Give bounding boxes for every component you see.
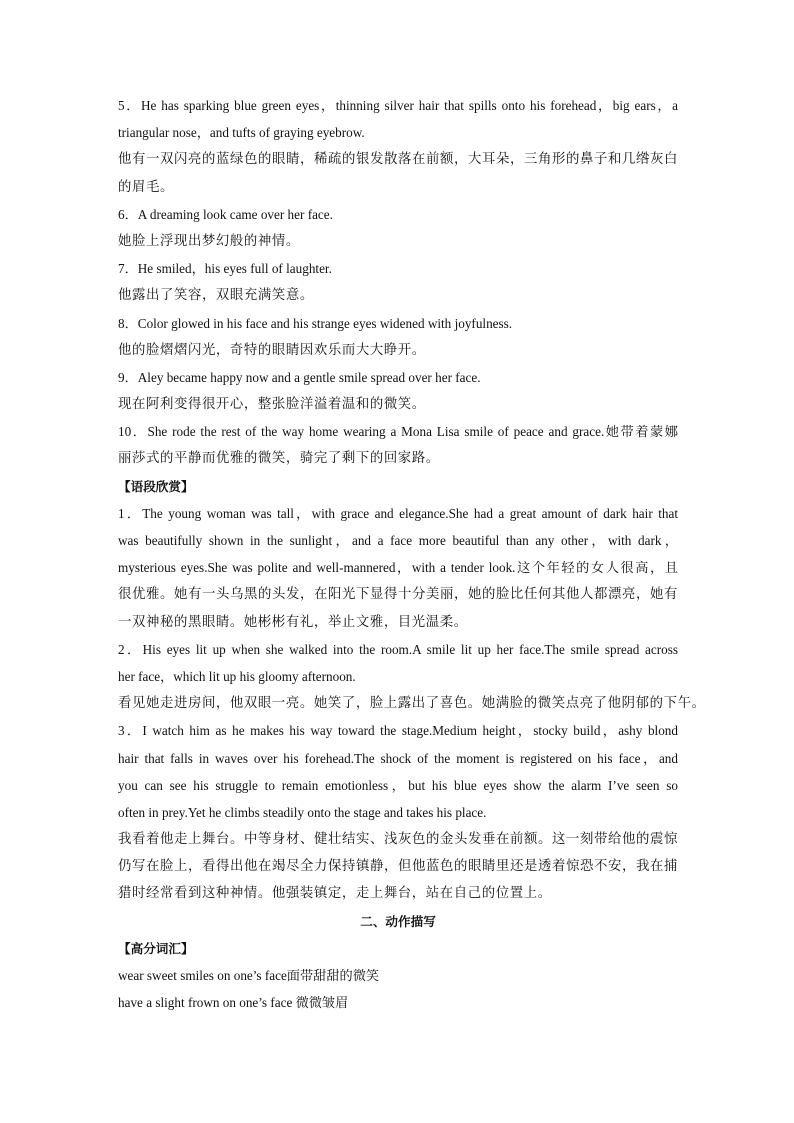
text-line: you can see his struggle to remain emotionless，but his blue eyes show the alarm I’ve seen so: [118, 777, 678, 793]
text-line: 二、动作描写: [360, 913, 436, 929]
text-line: 5．He has sparking blue green eyes，thinning silver hair that spills onto his forehead，big ears，a: [118, 98, 678, 113]
text-line: have a slight frown on one’s face 微微皱眉: [118, 995, 349, 1011]
text-line: 她脸上浮现出梦幻般的神情。: [118, 233, 300, 249]
text-line: 他有一双闪亮的蓝绿色的眼睛，稀疏的银发散落在前额，大耳朵，三角形的鼻子和几绺灰白: [118, 152, 678, 168]
text-line: 我看着他走上舞台。中等身材、健壮结实、浅灰色的金头发垂在前额。这一刻带给他的震惊: [118, 832, 678, 848]
text-line: 10．She rode the rest of the way home wearing a Mona Lisa smile of peace and grace.她带着蒙娜: [118, 424, 678, 440]
text-line: 【语段欣赏】: [118, 478, 194, 494]
text-line: 很优雅。她有一头乌黑的头发，在阳光下显得十分美丽，她的脸比任何其他人都漂亮，她有: [118, 587, 678, 603]
text-line: wear sweet smiles on one’s face面带甜甜的微笑: [118, 968, 380, 983]
text-line: 丽莎式的平静而优雅的微笑，骑完了剩下的回家路。: [118, 451, 440, 467]
text-line: 他的脸熠熠闪光，奇特的眼睛因欢乐而大大睁开。: [118, 342, 426, 358]
text-line: 1．The young woman was tall，with grace and elegance.She had a great amount of dark hair that: [118, 505, 678, 521]
text-line: 看见她走进房间，他双眼一亮。她笑了，脸上露出了喜色。她满脸的微笑点亮了他阴郁的下午。: [118, 696, 706, 712]
text-line: 2．His eyes lit up when she walked into the room.A smile lit up her face.The smile spread across: [118, 641, 678, 657]
text-line: her face，which lit up his gloomy afternoon.: [118, 668, 356, 684]
text-line: hair that falls in waves over his forehead.The shock of the moment is registered on his face，and: [118, 750, 678, 766]
text-line: 他露出了笑容，双眼充满笑意。: [118, 288, 314, 304]
document-page: [118, 92, 706, 1016]
text-line: 现在阿利变得很开心，整张脸洋溢着温和的微笑。: [118, 397, 426, 413]
text-line: mysterious eyes.She was polite and well-mannered，with a tender look.这个年轻的女人很高，且: [118, 560, 678, 576]
text-line: 【高分词汇】: [118, 940, 194, 956]
text-line: 仍写在脸上，看得出他在竭尽全力保持镇静，但他蓝色的眼睛里还是透着惊恐不安，我在捕: [118, 859, 678, 875]
text-line: triangular nose，and tufts of graying eyebrow.: [118, 125, 365, 141]
text-line: was beautifully shown in the sunlight，and a face more beautiful than any other，with dark，: [118, 533, 678, 548]
text-line: 一双神秘的黑眼睛。她彬彬有礼，举止文雅，目光温柔。: [118, 614, 468, 630]
text-line: 9．Aley became happy now and a gentle smile spread over her face.: [118, 369, 481, 385]
text-line: 6．A dreaming look came over her face.: [118, 206, 333, 222]
text-line: 猎时经常看到这种神情。他强装镇定，走上舞台，站在自己的位置上。: [118, 886, 552, 902]
text-line: 7．He smiled，his eyes full of laughter.: [118, 261, 332, 277]
text-line: 3．I watch him as he makes his way toward the stage.Medium height，stocky build，ashy blond: [118, 723, 678, 739]
text-line: often in prey.Yet he climbs steadily onto the stage and takes his place.: [118, 804, 487, 820]
text-line: 8．Color glowed in his face and his strange eyes widened with joyfulness.: [118, 315, 513, 331]
text-line: 的眉毛。: [118, 179, 174, 195]
